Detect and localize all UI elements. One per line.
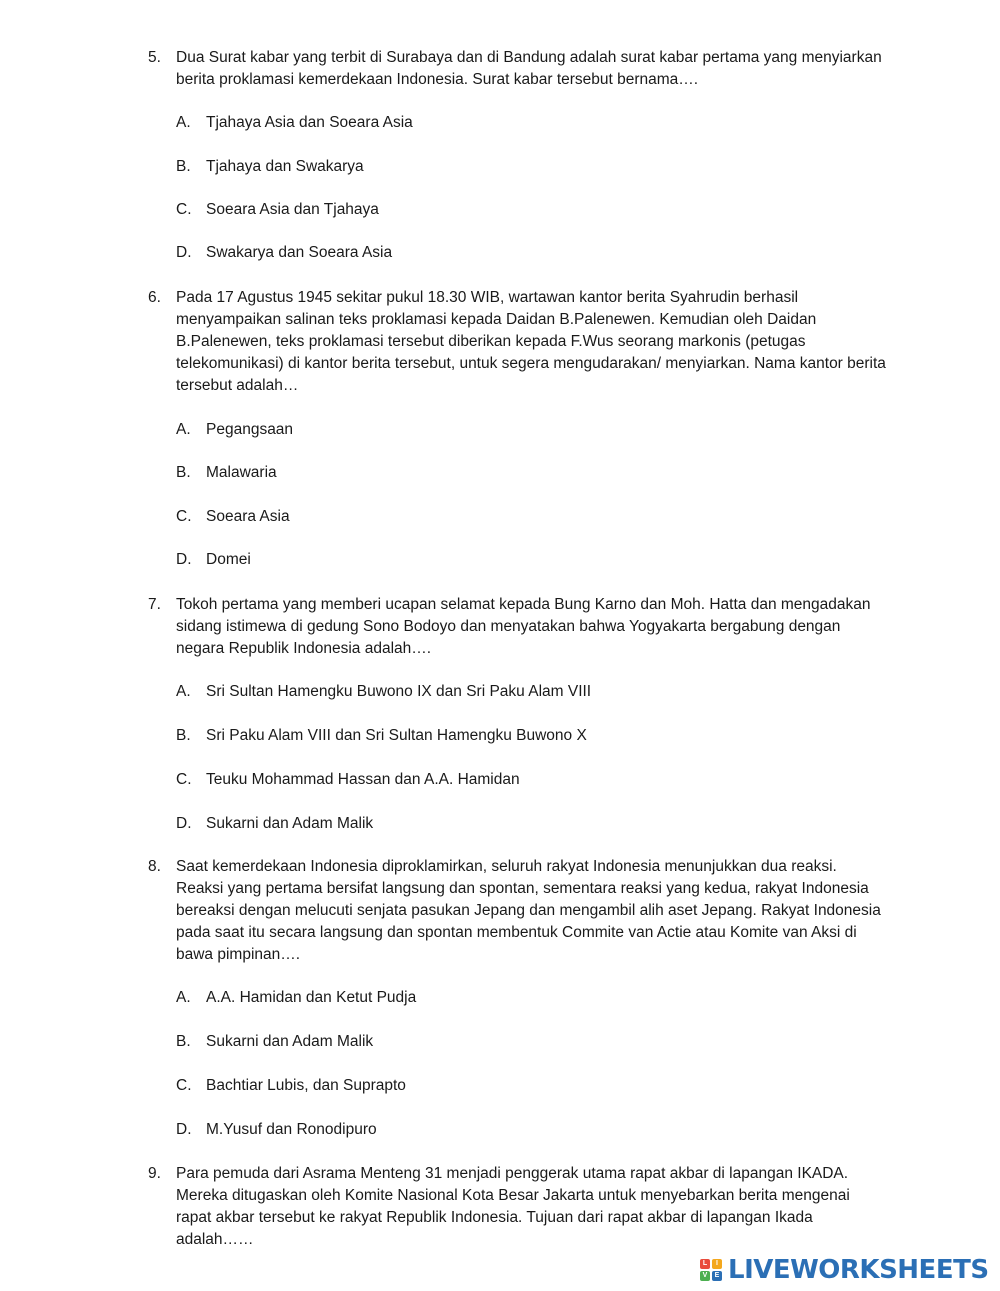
option-letter: C.	[176, 508, 192, 525]
logo-tile-e: E	[712, 1271, 722, 1281]
option-text: Pegangsaan	[206, 421, 294, 438]
option-8d[interactable]	[176, 1119, 377, 1141]
option-5b[interactable]	[176, 156, 364, 178]
option-letter: D.	[176, 551, 192, 568]
option-letter: A.	[176, 114, 191, 131]
option-letter: B.	[176, 158, 191, 175]
option-8c[interactable]	[176, 1075, 406, 1097]
question-7	[148, 594, 888, 660]
logo-tile-v: V	[700, 1271, 710, 1281]
question-6	[148, 287, 888, 397]
option-letter: D.	[176, 815, 192, 832]
option-letter: A.	[176, 421, 191, 438]
question-number: 8.	[148, 858, 161, 875]
option-text: A.A. Hamidan dan Ketut Pudja	[206, 989, 417, 1006]
question-text: Para pemuda dari Asrama Menteng 31 menjadi penggerak utama rapat akbar di lapangan IKADA. Mereka ditugaskan oleh Komite Nasional Kota Besar Jakarta untuk menyebarkan berita mengenai rapat akbar tersebut ke rakyat Republik Indonesia. Tujuan dari rapat akbar di lapangan Ikada adalah……	[176, 1165, 850, 1248]
logo-tile-i: I	[712, 1259, 722, 1269]
question-text: Tokoh pertama yang memberi ucapan selamat kepada Bung Karno dan Moh. Hatta dan mengadakan sidang istimewa di gedung Sono Bodoyo dan menyatakan bahwa Yogyakarta bergabung dengan negara Republik Indonesia adalah….	[176, 596, 871, 657]
option-text: M.Yusuf dan Ronodipuro	[206, 1121, 377, 1138]
option-text: Teuku Mohammad Hassan dan A.A. Hamidan	[206, 771, 520, 788]
option-8b[interactable]	[176, 1031, 373, 1053]
option-6a[interactable]	[176, 419, 293, 441]
option-letter: B.	[176, 727, 191, 744]
option-text: Tjahaya dan Swakarya	[206, 158, 364, 175]
option-text: Soeara Asia	[206, 508, 290, 525]
question-number: 6.	[148, 289, 161, 306]
option-7d[interactable]	[176, 813, 373, 835]
option-text: Sukarni dan Adam Malik	[206, 815, 374, 832]
option-text: Soeara Asia dan Tjahaya	[206, 201, 379, 218]
question-5	[148, 47, 888, 91]
option-letter: D.	[176, 244, 192, 261]
option-5c[interactable]	[176, 199, 379, 221]
option-5d[interactable]	[176, 242, 392, 264]
option-letter: C.	[176, 1077, 192, 1094]
question-9	[148, 1163, 888, 1251]
option-text: Sukarni dan Adam Malik	[206, 1033, 374, 1050]
option-6c[interactable]	[176, 506, 290, 528]
option-letter: A.	[176, 683, 191, 700]
liveworksheets-logo	[700, 1253, 989, 1287]
question-text: Dua Surat kabar yang terbit di Surabaya dan di Bandung adalah surat kabar pertama yang menyiarkan berita proklamasi kemerdekaan Indonesia. Surat kabar tersebut bernama….	[176, 49, 882, 88]
option-text: Malawaria	[206, 464, 277, 481]
option-5a[interactable]	[176, 112, 413, 134]
question-number: 5.	[148, 49, 161, 66]
question-number: 7.	[148, 596, 161, 613]
option-letter: B.	[176, 1033, 191, 1050]
option-7c[interactable]	[176, 769, 520, 791]
question-8	[148, 856, 888, 966]
option-text: Domei	[206, 551, 251, 568]
question-text: Saat kemerdekaan Indonesia diproklamirkan, seluruh rakyat Indonesia menunjukkan dua reaksi. Reaksi yang pertama bersifat langsung dan spontan, sementara reaksi yang kedua, rakyat Indonesia bereaksi dengan melucuti senjata pasukan Jepang dan mengambil alih aset Jepang. Rakyat Indonesia pada saat itu secara langsung dan spontan membentuk Commite van Actie atau Komite van Aksi di bawa pimpinan….	[176, 858, 881, 963]
option-6b[interactable]	[176, 462, 277, 484]
option-6d[interactable]	[176, 549, 251, 571]
question-text: Pada 17 Agustus 1945 sekitar pukul 18.30 WIB, wartawan kantor berita Syahrudin berhasil menyampaikan salinan teks proklamasi kepada Daidan B.Palenewen. Kemudian oleh Daidan B.Palenewen, teks proklamasi tersebut diberikan kepada F.Wus seorang markonis (petugas telekomunikasi) di kantor berita tersebut, untuk segera mengudarakan/ menyiarkan. Nama kantor berita tersebut adalah…	[176, 289, 886, 394]
option-letter: C.	[176, 201, 192, 218]
question-number: 9.	[148, 1165, 161, 1182]
option-text: Tjahaya Asia dan Soeara Asia	[206, 114, 413, 131]
option-7a[interactable]	[176, 681, 591, 703]
option-8a[interactable]	[176, 987, 416, 1009]
liveworksheets-wordmark: LIVEWORKSHEETS	[728, 1255, 989, 1285]
option-letter: B.	[176, 464, 191, 481]
liveworksheets-icon	[700, 1259, 722, 1281]
logo-tile-l: L	[700, 1259, 710, 1269]
option-text: Swakarya dan Soeara Asia	[206, 244, 393, 261]
option-7b[interactable]	[176, 725, 587, 747]
option-letter: A.	[176, 989, 191, 1006]
option-text: Bachtiar Lubis, dan Suprapto	[206, 1077, 406, 1094]
option-text: Sri Sultan Hamengku Buwono IX dan Sri Paku Alam VIII	[206, 683, 592, 700]
option-letter: D.	[176, 1121, 192, 1138]
option-letter: C.	[176, 771, 192, 788]
option-text: Sri Paku Alam VIII dan Sri Sultan Hamengku Buwono X	[206, 727, 587, 744]
